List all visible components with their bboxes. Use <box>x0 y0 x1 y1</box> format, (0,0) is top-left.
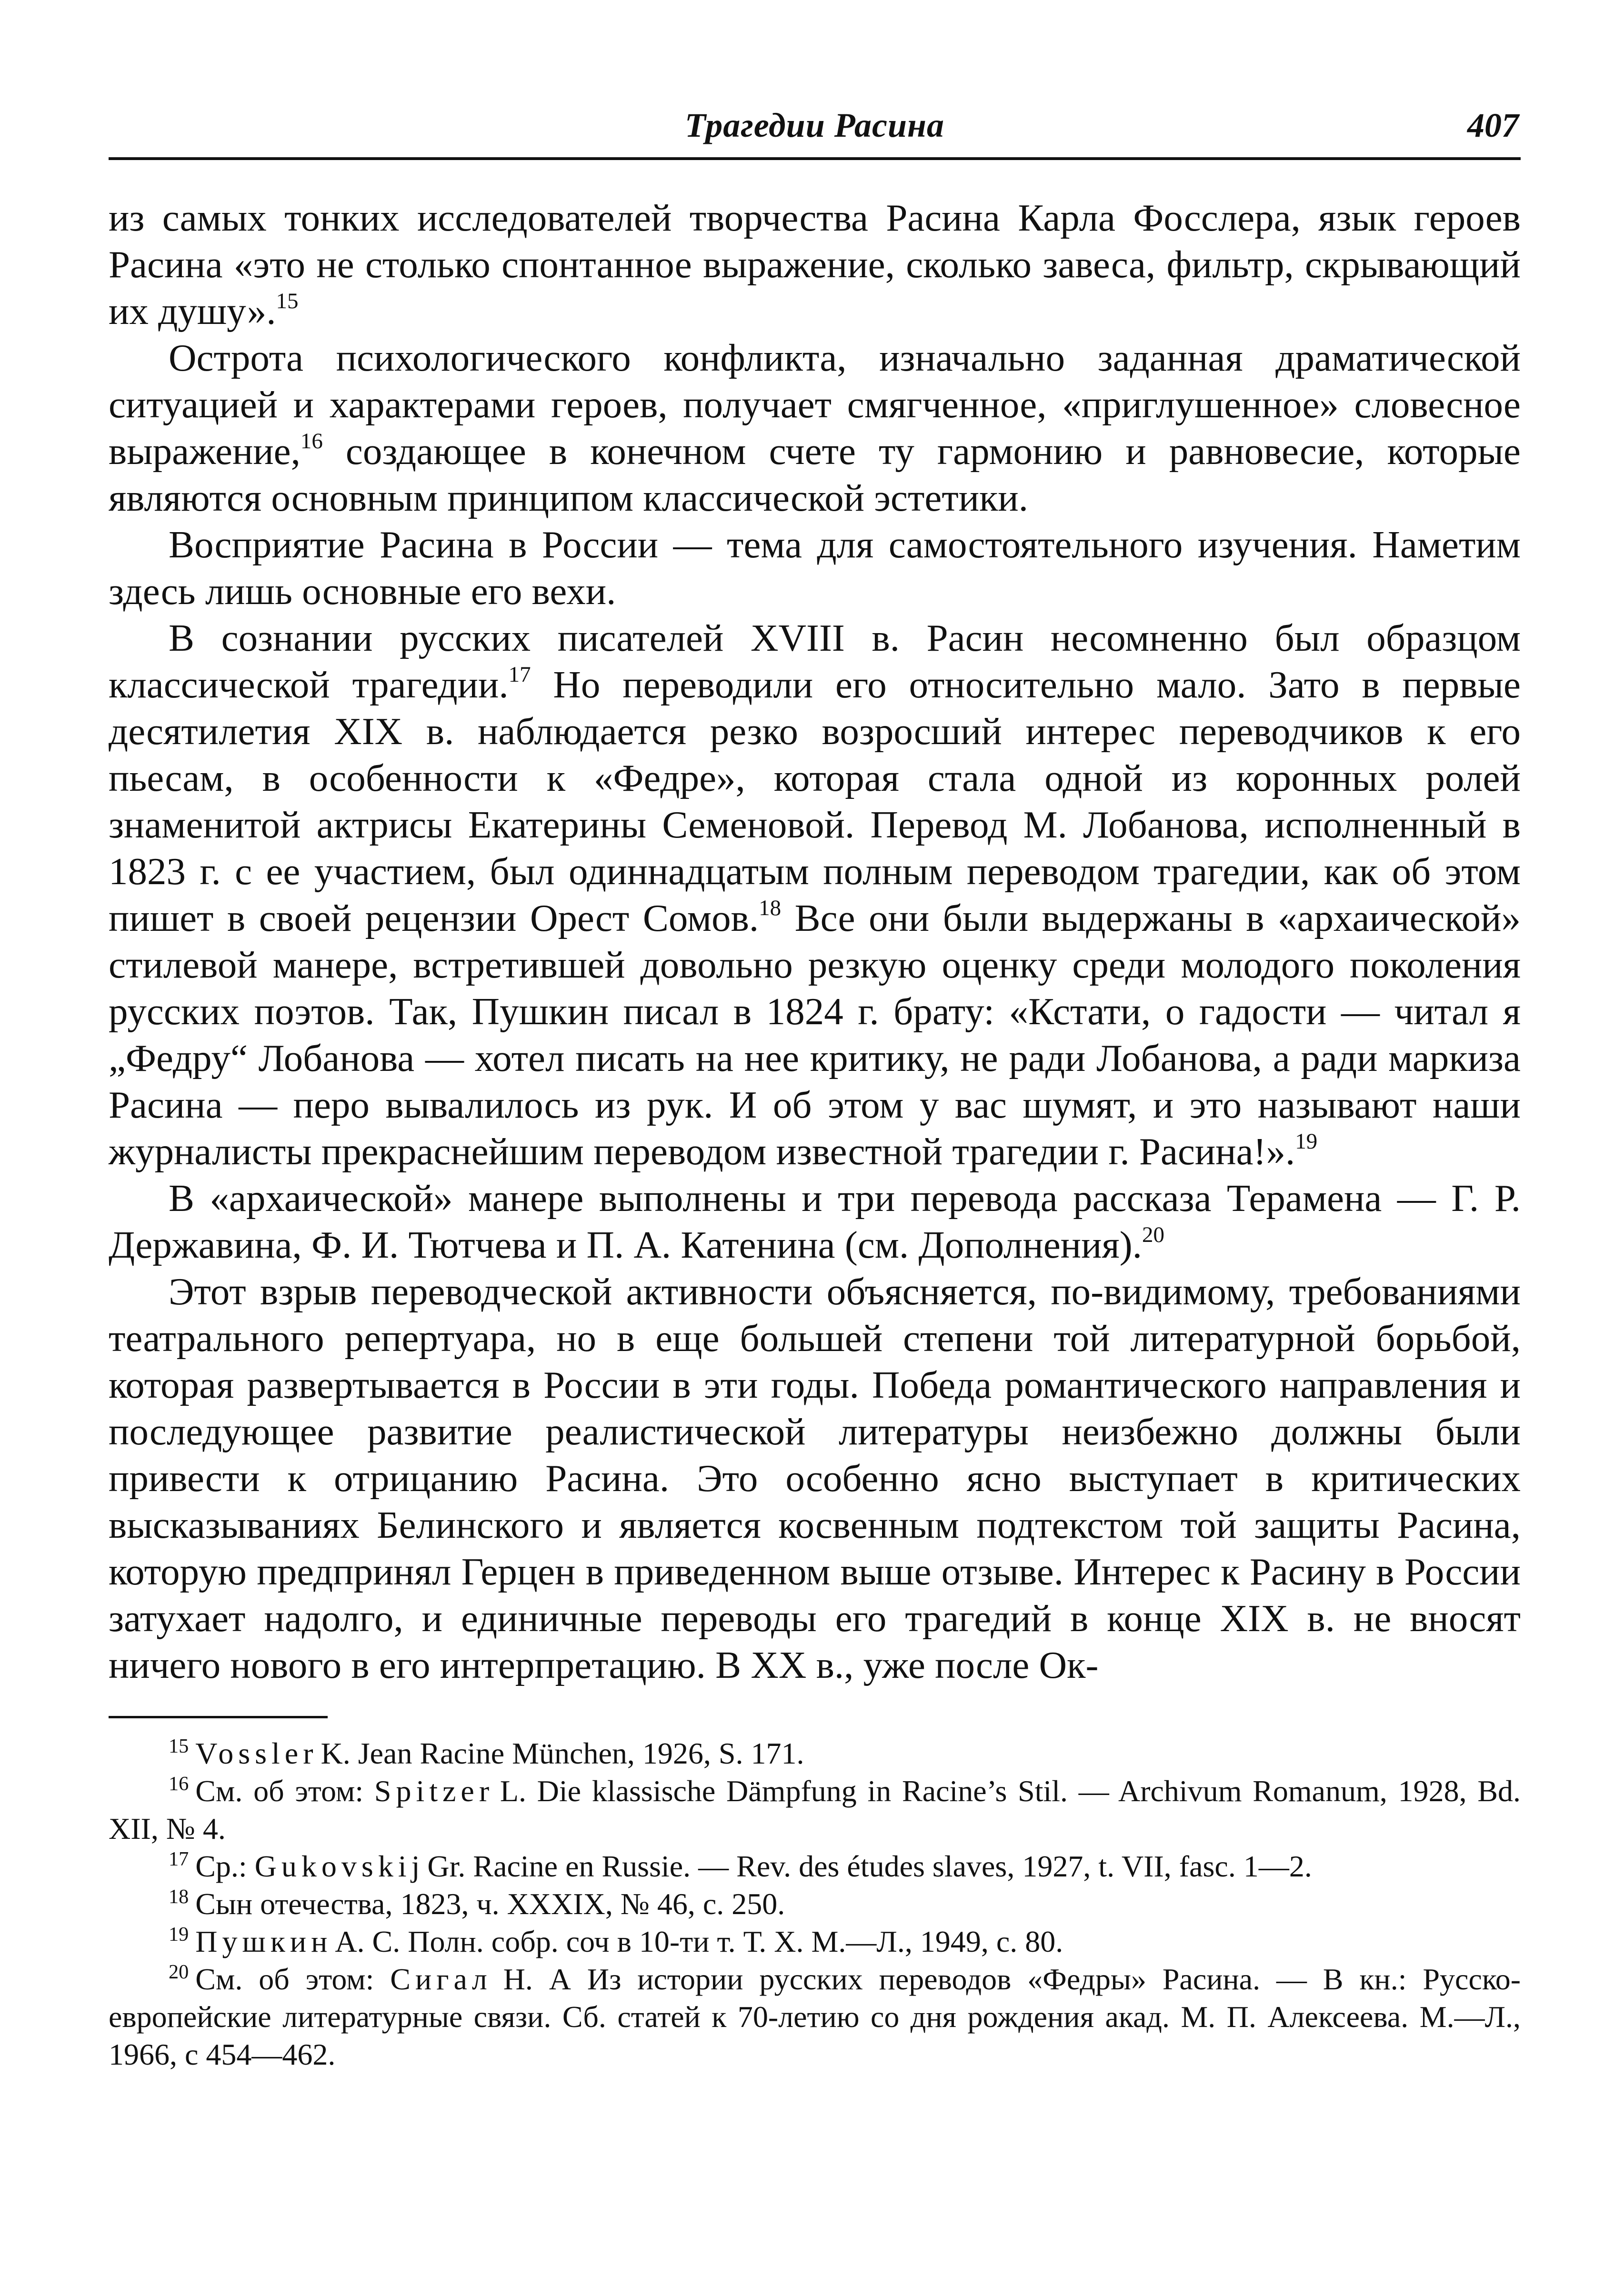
paragraph <box>109 334 1521 521</box>
footnote-text: L. Die klassische Dämpfung in Racine’s Stil. — Archivum Romanum, 1928, Bd. XII, № 4. <box>109 1774 1521 1845</box>
footnote-ref: 19 <box>1295 1129 1318 1154</box>
footnote-separator <box>109 1716 328 1718</box>
footnote <box>109 1885 1521 1923</box>
paragraph-text: Все они были выдержаны в «архаической» стилевой манере, встретившей довольно резкую оценку среди молодого поколения русских поэтов. Так, Пушкин писал в 1824 г. брату: «Кстати, о гадости — читал я „Федру“ Лобанова — хотел писать на нее критику, не ради Лобанова, а ради маркиза Расина — перо вывалилось из рук. И об этом у вас шумят, и это называют наши журналисты прекраснейшим переводом известной трагедии г. Расина!». <box>109 897 1521 1173</box>
footnote-number: 19 <box>169 1923 189 1946</box>
footnote-number: 17 <box>169 1847 189 1870</box>
footnote-text: См. об этом: <box>195 1962 391 1996</box>
footnote <box>109 1960 1521 2073</box>
page-number: 407 <box>1467 106 1519 144</box>
footnote-author: н <box>311 1925 328 1958</box>
footnote-author: r <box>479 1774 490 1808</box>
footnote-number: 15 <box>169 1734 189 1757</box>
paragraph <box>109 194 1521 334</box>
book-page <box>109 95 1521 2201</box>
footnote-text: А. С. Полн. собр. соч в 10-ти т. Т. X. М.—Л., 1949, с. 80. <box>327 1925 1063 1958</box>
footnote-author: Spitze <box>374 1774 479 1808</box>
paragraph-text: В сознании русских писателей XVIII в. Расин несомненно был образцом классической трагедии. <box>109 616 1521 706</box>
footnote-ref: 18 <box>759 896 782 921</box>
paragraph-text: Восприятие Расина в России — тема для самостоятельного изучения. Наметим здесь лишь основные его вехи. <box>109 523 1521 613</box>
footnote-number: 18 <box>169 1885 189 1908</box>
footnote-number: 20 <box>169 1960 189 1983</box>
footnote <box>109 1772 1521 1847</box>
paragraph-text: Но переводили его относительно мало. Зато в первые десятилетия XIX в. наблюдается резко возросший интерес переводчиков к его пьесам, в особенности к «Федре», которая стала одной из коронных ролей знаменитой актрисы Екатерины Семеновой. Перевод М. Лобанова, исполненный в 1823 г. с ее участием, был одиннадцатым полным переводом трагедии, как об этом пишет в своей рецензии Орест Сомов. <box>109 663 1521 939</box>
paragraph <box>109 615 1521 1175</box>
footnote-author: Сига <box>390 1962 472 1996</box>
running-head <box>109 95 1521 160</box>
footnotes <box>109 1734 1521 2073</box>
footnote-author: Пушки <box>195 1925 311 1958</box>
footnote-ref: 15 <box>276 289 299 314</box>
paragraph-text: из самых тонких исследователей творчества Расина Карла Фосслера, язык героев Расина «это не столько спонтанное выражение, сколько завеса, фильтр, скрывающий их душу». <box>109 196 1521 333</box>
paragraph <box>109 1175 1521 1268</box>
running-title: Трагедии Расина <box>685 106 944 144</box>
footnote-text: Ср.: <box>195 1849 255 1883</box>
footnote-author: j <box>411 1849 420 1883</box>
footnote-text: Gr. Racine en Russie. — Rev. des études slaves, 1927, t. VII, fasc. 1—2. <box>420 1849 1312 1883</box>
paragraph-text: В «архаической» манере выполнены и три перевода рассказа Терамена — Г. Р. Державина, Ф. И. Тютчева и П. А. Катенина (см. Дополнения). <box>109 1177 1521 1266</box>
footnote-author: л <box>471 1962 487 1996</box>
footnote <box>109 1923 1521 1960</box>
paragraph-text: Острота психологического конфликта, изначально заданная драматической ситуацией и характерами героев, получает смягченное, «приглушенное» словесное выражение, <box>109 336 1521 473</box>
paragraph-text: Этот взрыв переводческой активности объясняется, по-видимому, требованиями театрального репертуара, но в еще большей степени той литературной борьбой, которая развертывается в России в эти годы. Победа романтического направления и последующее развитие реалистической литературы неизбежно должны были привести к отрицанию Расина. Это особенно ясно выступает в критических высказываниях Белинского и является косвенным подтекстом той защиты Расина, которую предпринял Герцен в приведенном выше отзыве. Интерес к Расину в России затухает надолго, и единичные переводы его трагедий в конце XIX в. не вносят ничего нового в его интерпретацию. В XX в., уже после Ок- <box>109 1270 1521 1686</box>
footnote <box>109 1734 1521 1772</box>
footnote-text: Сын отечества, 1823, ч. XXXIX, № 46, с. 250. <box>195 1887 785 1921</box>
footnote-author: r <box>303 1736 313 1770</box>
body-text <box>109 194 1521 1688</box>
footnote <box>109 1847 1521 1885</box>
footnote-ref: 17 <box>508 662 531 687</box>
paragraph-text: создающее в конечном счете ту гармонию и равновесие, которые являются основным принципом классической эстетики. <box>109 430 1521 519</box>
footnote-text: См. об этом: <box>195 1774 374 1808</box>
footnote-number: 16 <box>169 1772 189 1795</box>
footnote-ref: 20 <box>1142 1222 1164 1248</box>
paragraph <box>109 521 1521 615</box>
footnote-ref: 16 <box>300 429 323 454</box>
footnote-author: Vossle <box>195 1736 303 1770</box>
paragraph <box>109 1268 1521 1688</box>
footnote-text: K. Jean Racine München, 1926, S. 171. <box>313 1736 804 1770</box>
footnote-text: Н. А Из истории русских переводов «Федры» Расина. — В кн.: Русско-европейские литературные связи. Сб. статей к 70-летию со дня рождения акад. М. П. Алексеева. М.—Л., 1966, с 454—462. <box>109 1962 1521 2071</box>
footnote-author: Gukovski <box>254 1849 411 1883</box>
